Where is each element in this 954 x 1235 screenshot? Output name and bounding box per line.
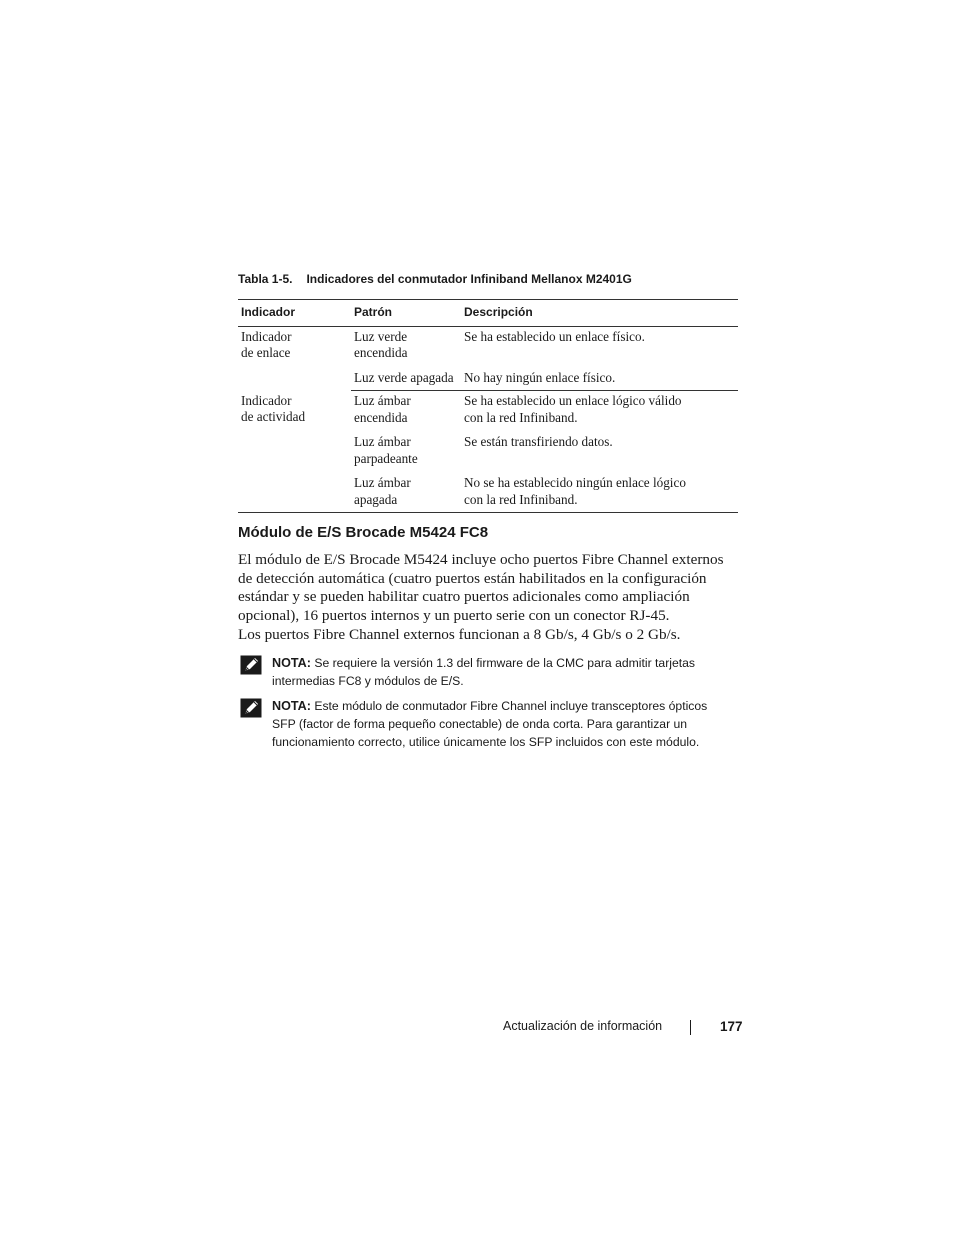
table-row — [238, 391, 738, 433]
paragraph-line: opcional), 16 puertos internos y un puerto serie con un conector RJ-45. — [238, 607, 670, 625]
table-caption-title: Indicadores del conmutador Infiniband Mellanox M2401G — [306, 272, 632, 286]
pattern-cell: Luz ámbar encendida — [354, 393, 411, 425]
note-text: NOTA: Se requiere la versión 1.3 del firmware de la CMC para admitir tarjetas intermedias FC8 y módulos de E/S. — [272, 656, 696, 688]
table-header-row — [238, 300, 738, 327]
indicator-cell: Indicador de actividad — [238, 391, 351, 513]
indicator-table — [238, 299, 738, 513]
table-caption — [238, 272, 632, 286]
indicator-cell: Indicador de enlace — [241, 328, 292, 360]
paragraph-line: Los puertos Fibre Channel externos funcionan a 8 Gb/s, 4 Gb/s o 2 Gb/s. — [238, 625, 681, 643]
note-text: NOTA: Este módulo de conmutador Fibre Channel incluye transceptores ópticos SFP (factor de forma pequeño conectable) de onda corta. Para garantizar un funcionamiento correcto, utilice únicamente los SFP incluidos con este módulo. — [272, 699, 708, 749]
pattern-cell: Luz ámbar apagada — [351, 473, 461, 513]
note-label: NOTA: — [272, 699, 311, 713]
page-number: 177 — [720, 1019, 743, 1034]
description-cell: No hay ningún enlace físico. — [461, 368, 738, 391]
description-cell: No se ha establecido ningún enlace lógico con la red Infiniband. — [461, 473, 738, 513]
pattern-cell: Luz verde apagada — [351, 368, 461, 391]
note-label: NOTA: — [272, 656, 311, 670]
table-caption-label: Tabla 1-5. — [238, 272, 293, 286]
column-header-description: Descripción — [461, 300, 738, 327]
footer-divider — [690, 1020, 691, 1035]
description-cell: Se ha establecido un enlace lógico válido con la red Infiniband. — [464, 393, 682, 425]
table-row — [238, 326, 738, 368]
paragraph-line: estándar y se pueden habilitar cuatro puertos adicionales como ampliación — [238, 588, 690, 606]
column-header-pattern: Patrón — [351, 300, 461, 327]
paragraph-line: de detección automática (cuatro puertos están habilitados en la configuración — [238, 569, 707, 587]
note-pencil-icon — [240, 698, 262, 718]
paragraph-line: El módulo de E/S Brocade M5424 incluye ocho puertos Fibre Channel externos — [238, 551, 724, 568]
column-header-indicator: Indicador — [238, 300, 351, 327]
description-cell: Se ha establecido un enlace físico. — [464, 328, 645, 344]
body-paragraph — [238, 551, 738, 645]
pattern-cell: Luz ámbar parpadeante — [354, 434, 418, 466]
description-cell: Se están transfiriendo datos. — [464, 434, 613, 449]
note-pencil-icon — [240, 655, 262, 675]
section-heading: Módulo de E/S Brocade M5424 FC8 — [238, 524, 489, 541]
pattern-cell: Luz verde encendida — [354, 328, 408, 360]
footer-section-name: Actualización de información — [503, 1019, 663, 1033]
